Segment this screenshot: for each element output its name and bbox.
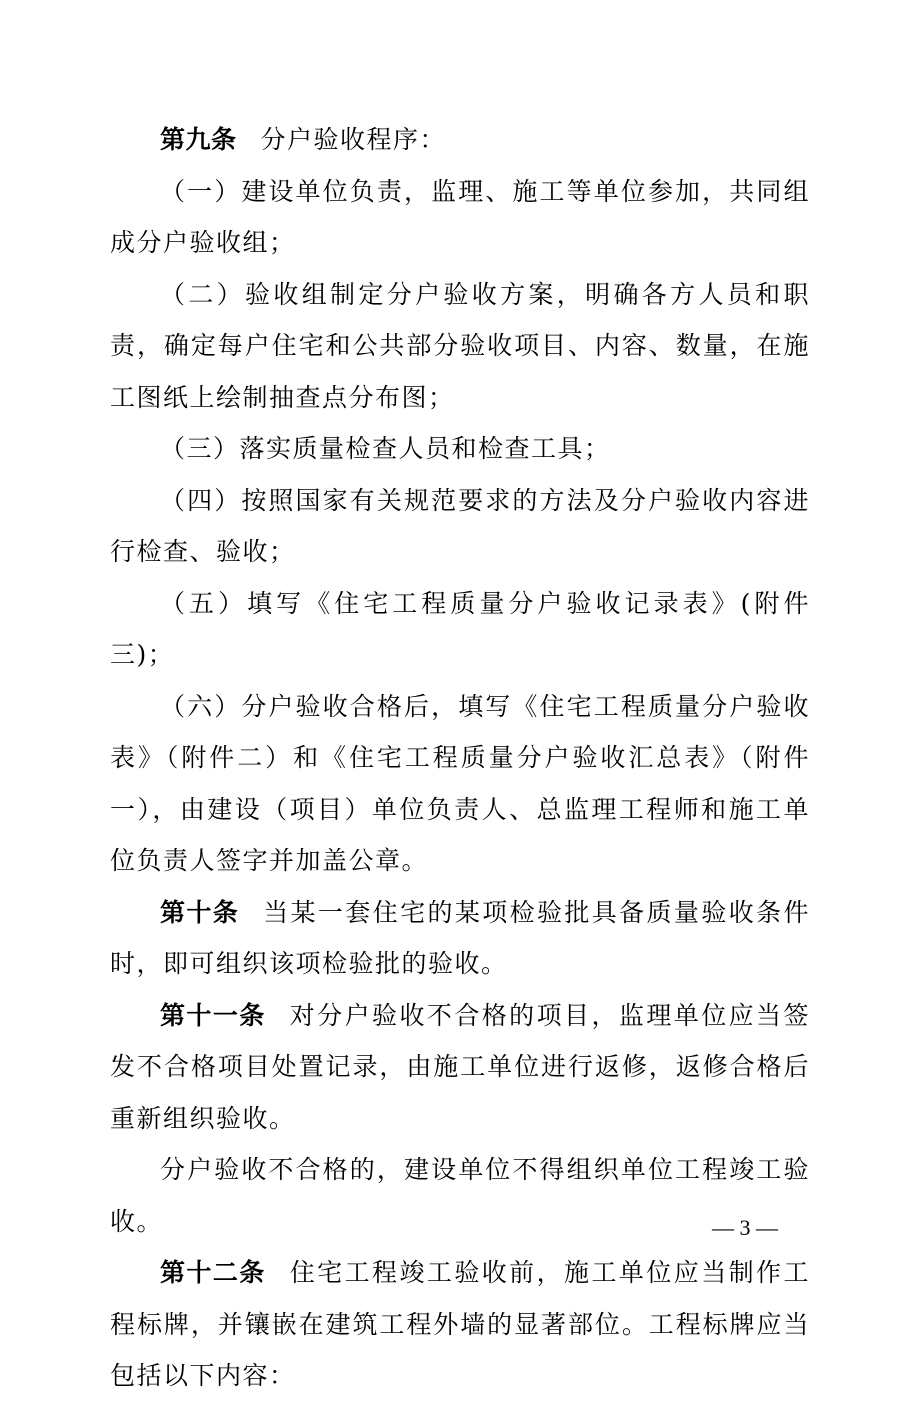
article-11-text: 对分户验收不合格的项目，监理单位应当签发不合格项目处置记录，由施工单位进行返修，返修合格后重新组织验收。: [110, 1000, 810, 1133]
article-9-item-2-text: （二）验收组制定分户验收方案，明确各方人员和职责，确定每户住宅和公共部分验收项目、内容、数量，在施工图纸上绘制抽查点分布图；: [110, 279, 810, 412]
article-9-item-6: [110, 681, 810, 887]
article-9-item-3-text: （三）落实质量检查人员和检查工具；: [160, 434, 611, 463]
article-9-item-4: [110, 475, 810, 578]
document-body: [110, 114, 810, 1402]
article-10-paragraph: [110, 887, 810, 990]
article-9-item-2: [110, 269, 810, 424]
article-12-paragraph: [110, 1247, 810, 1402]
article-12-heading: 第十二条: [160, 1258, 266, 1287]
article-11-paragraph: [110, 990, 810, 1145]
article-9-paragraph: [110, 114, 810, 166]
article-10-heading: 第十条: [160, 897, 240, 927]
article-9-item-6-text: （六）分户验收合格后，填写《住宅工程质量分户验收表》（附件二）和《住宅工程质量分户验收汇总表》（附件一），由建设（项目）单位负责人、总监理工程师和施工单位负责人签字并加盖公章。: [110, 691, 810, 875]
article-11-note-text: 分户验收不合格的，建设单位不得组织单位工程竣工验收。: [110, 1155, 810, 1236]
article-12-text: 住宅工程竣工验收前，施工单位应当制作工程标牌，并镶嵌在建筑工程外墙的显著部位。工程标牌应当包括以下内容：: [110, 1258, 810, 1390]
article-9-item-4-text: （四）按照国家有关规范要求的方法及分户验收内容进行检查、验收；: [110, 485, 810, 566]
article-9-item-5-text: （五）填写《住宅工程质量分户验收记录表》(附件三)；: [110, 588, 810, 669]
article-9-item-1-text: （一）建设单位负责，监理、施工等单位参加，共同组成分户验收组；: [110, 176, 810, 257]
article-9-item-5: [110, 578, 810, 681]
article-9-item-1: [110, 166, 810, 269]
article-11-heading: 第十一条: [160, 1000, 266, 1030]
article-9-heading: 第九条: [160, 125, 237, 154]
article-9-item-3: [110, 423, 810, 475]
article-9-text: 分户验收程序：: [260, 125, 447, 154]
page-number: — 3 —: [712, 1215, 778, 1240]
article-10-text: 当某一套住宅的某项检验批具备质量验收条件时，即可组织该项检验批的验收。: [110, 897, 810, 978]
